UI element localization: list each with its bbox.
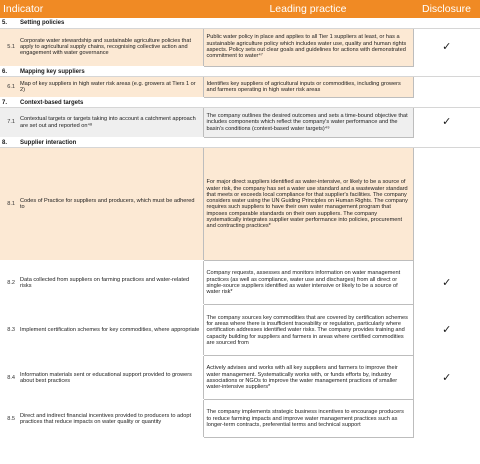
- table-row: [0, 261, 480, 305]
- section-number: 8.: [0, 138, 17, 148]
- table-row: [0, 108, 480, 138]
- disclosure-checkmark: [413, 76, 480, 97]
- leading-practice-cell: Actively advises and works with all key suppliers and farmers to improve their water management. Systematically works with, or funds efforts by, industry associations or NGOs to improve the water management practices of smaller water-intensive suppliers*: [203, 356, 413, 400]
- disclosure-checkmark: ✓: [413, 305, 480, 356]
- section-number: 7.: [0, 97, 17, 107]
- disclosure-checkmark: ✓: [413, 261, 480, 305]
- section-number: 6.: [0, 66, 17, 76]
- disclosure-checkmark: ✓: [413, 28, 480, 66]
- disclosure-checkmark: ✓: [413, 108, 480, 138]
- table-row: [0, 305, 480, 356]
- table-row: [0, 356, 480, 400]
- indicator-cell: Contextual targets or targets taking into account a catchment approach are set out and reported on⁴⁸: [17, 108, 203, 138]
- table-row: [0, 148, 480, 261]
- table-row: [0, 400, 480, 438]
- indicator-cell: Codes of Practice for suppliers and producers, which must be adhered to: [17, 148, 203, 261]
- table-body: [0, 18, 480, 438]
- disclosure-header: Disclosure: [413, 0, 480, 18]
- indicator-cell: Data collected from suppliers on farming practices and water-related risks: [17, 261, 203, 305]
- row-number: 8.3: [0, 305, 17, 356]
- section-row: [0, 97, 480, 107]
- leading-practice-header: Leading practice: [203, 0, 413, 18]
- leading-practice-cell: Identifies key suppliers of agricultural inputs or commodities, including growers and farmers operating in high water risk areas: [203, 76, 413, 97]
- disclosure-checkmark: [413, 400, 480, 438]
- indicator-cell: Corporate water stewardship and sustainable agriculture policies that apply to agricultural supply chains, recognising collective action and engagement with water governance: [17, 28, 203, 66]
- leading-practice-cell: Company requests, assesses and monitors information on water management practices (as well as compliance, water use and discharges) from all direct or single-source suppliers identified as water intensive or likely to be a source of water risk*: [203, 261, 413, 305]
- section-number: 5.: [0, 18, 17, 28]
- row-number: 8.2: [0, 261, 17, 305]
- row-number: 8.4: [0, 356, 17, 400]
- indicator-cell: Information materials sent or educational support provided to growers about best practices: [17, 356, 203, 400]
- section-title: Setting policies: [17, 18, 480, 28]
- indicator-cell: Direct and indirect financial incentives provided to producers to adopt practices that reduce impacts on water quality or quantity: [17, 400, 203, 438]
- table-row: [0, 76, 480, 97]
- indicator-cell: Implement certification schemes for key commodities, where appropriate: [17, 305, 203, 356]
- leading-practice-cell: The company outlines the desired outcomes and sets a time-bound objective that includes components which reflect the company's water performance and the basin's conditions (context-based water targets)⁴⁹: [203, 108, 413, 138]
- section-row: [0, 18, 480, 28]
- section-title: Supplier interaction: [17, 138, 480, 148]
- indicator-header: Indicator: [0, 0, 203, 18]
- section-row: [0, 66, 480, 76]
- row-number: 8.5: [0, 400, 17, 438]
- row-number: 5.1: [0, 28, 17, 66]
- disclosure-checkmark: ✓: [413, 356, 480, 400]
- indicator-cell: Map of key suppliers in high water risk areas (e.g. growers at Tiers 1 or 2): [17, 76, 203, 97]
- section-title: Mapping key suppliers: [17, 66, 480, 76]
- section-row: [0, 138, 480, 148]
- leading-practice-cell: For major direct suppliers identified as water-intensive, or likely to be a source of water risk, the company has set a water use standard and a wastewater standard that meets or exceeds local compliance for that supplier's facilities. The company considers water using the UN Guiding Principles on Human Rights. The company requires such suppliers to have their own water management program that imposes comparable standards on their own suppliers. The company systematically integrates supplier water performance into policies, procurement and contracting practices*: [203, 148, 413, 261]
- table-row: [0, 28, 480, 66]
- leading-practice-cell: The company sources key commodities that are covered by certification schemes for areas where there is insufficient traceability or regulation, particularly where certification addresses identified water risks. The company provides training and capacity building for suppliers and farmers in areas where certified commodities are sourced from: [203, 305, 413, 356]
- table-header-row: [0, 0, 480, 18]
- row-number: 7.1: [0, 108, 17, 138]
- leading-practice-cell: Public water policy in place and applies to all Tier 1 suppliers at least, or has a sustainable agriculture policy which includes water use, quality and human rights aspects. Policy sets out clear goals and guidelines for actions with demonstrated commitment to water⁴⁷: [203, 28, 413, 66]
- section-title: Context-based targets: [17, 97, 480, 107]
- row-number: 6.1: [0, 76, 17, 97]
- disclosure-checkmark: [413, 148, 480, 261]
- row-number: 8.1: [0, 148, 17, 261]
- leading-practice-cell: The company implements strategic business incentives to encourage producers to reduce farming impacts and improve water management practices such as longer-term contracts, preferential terms and technical support: [203, 400, 413, 438]
